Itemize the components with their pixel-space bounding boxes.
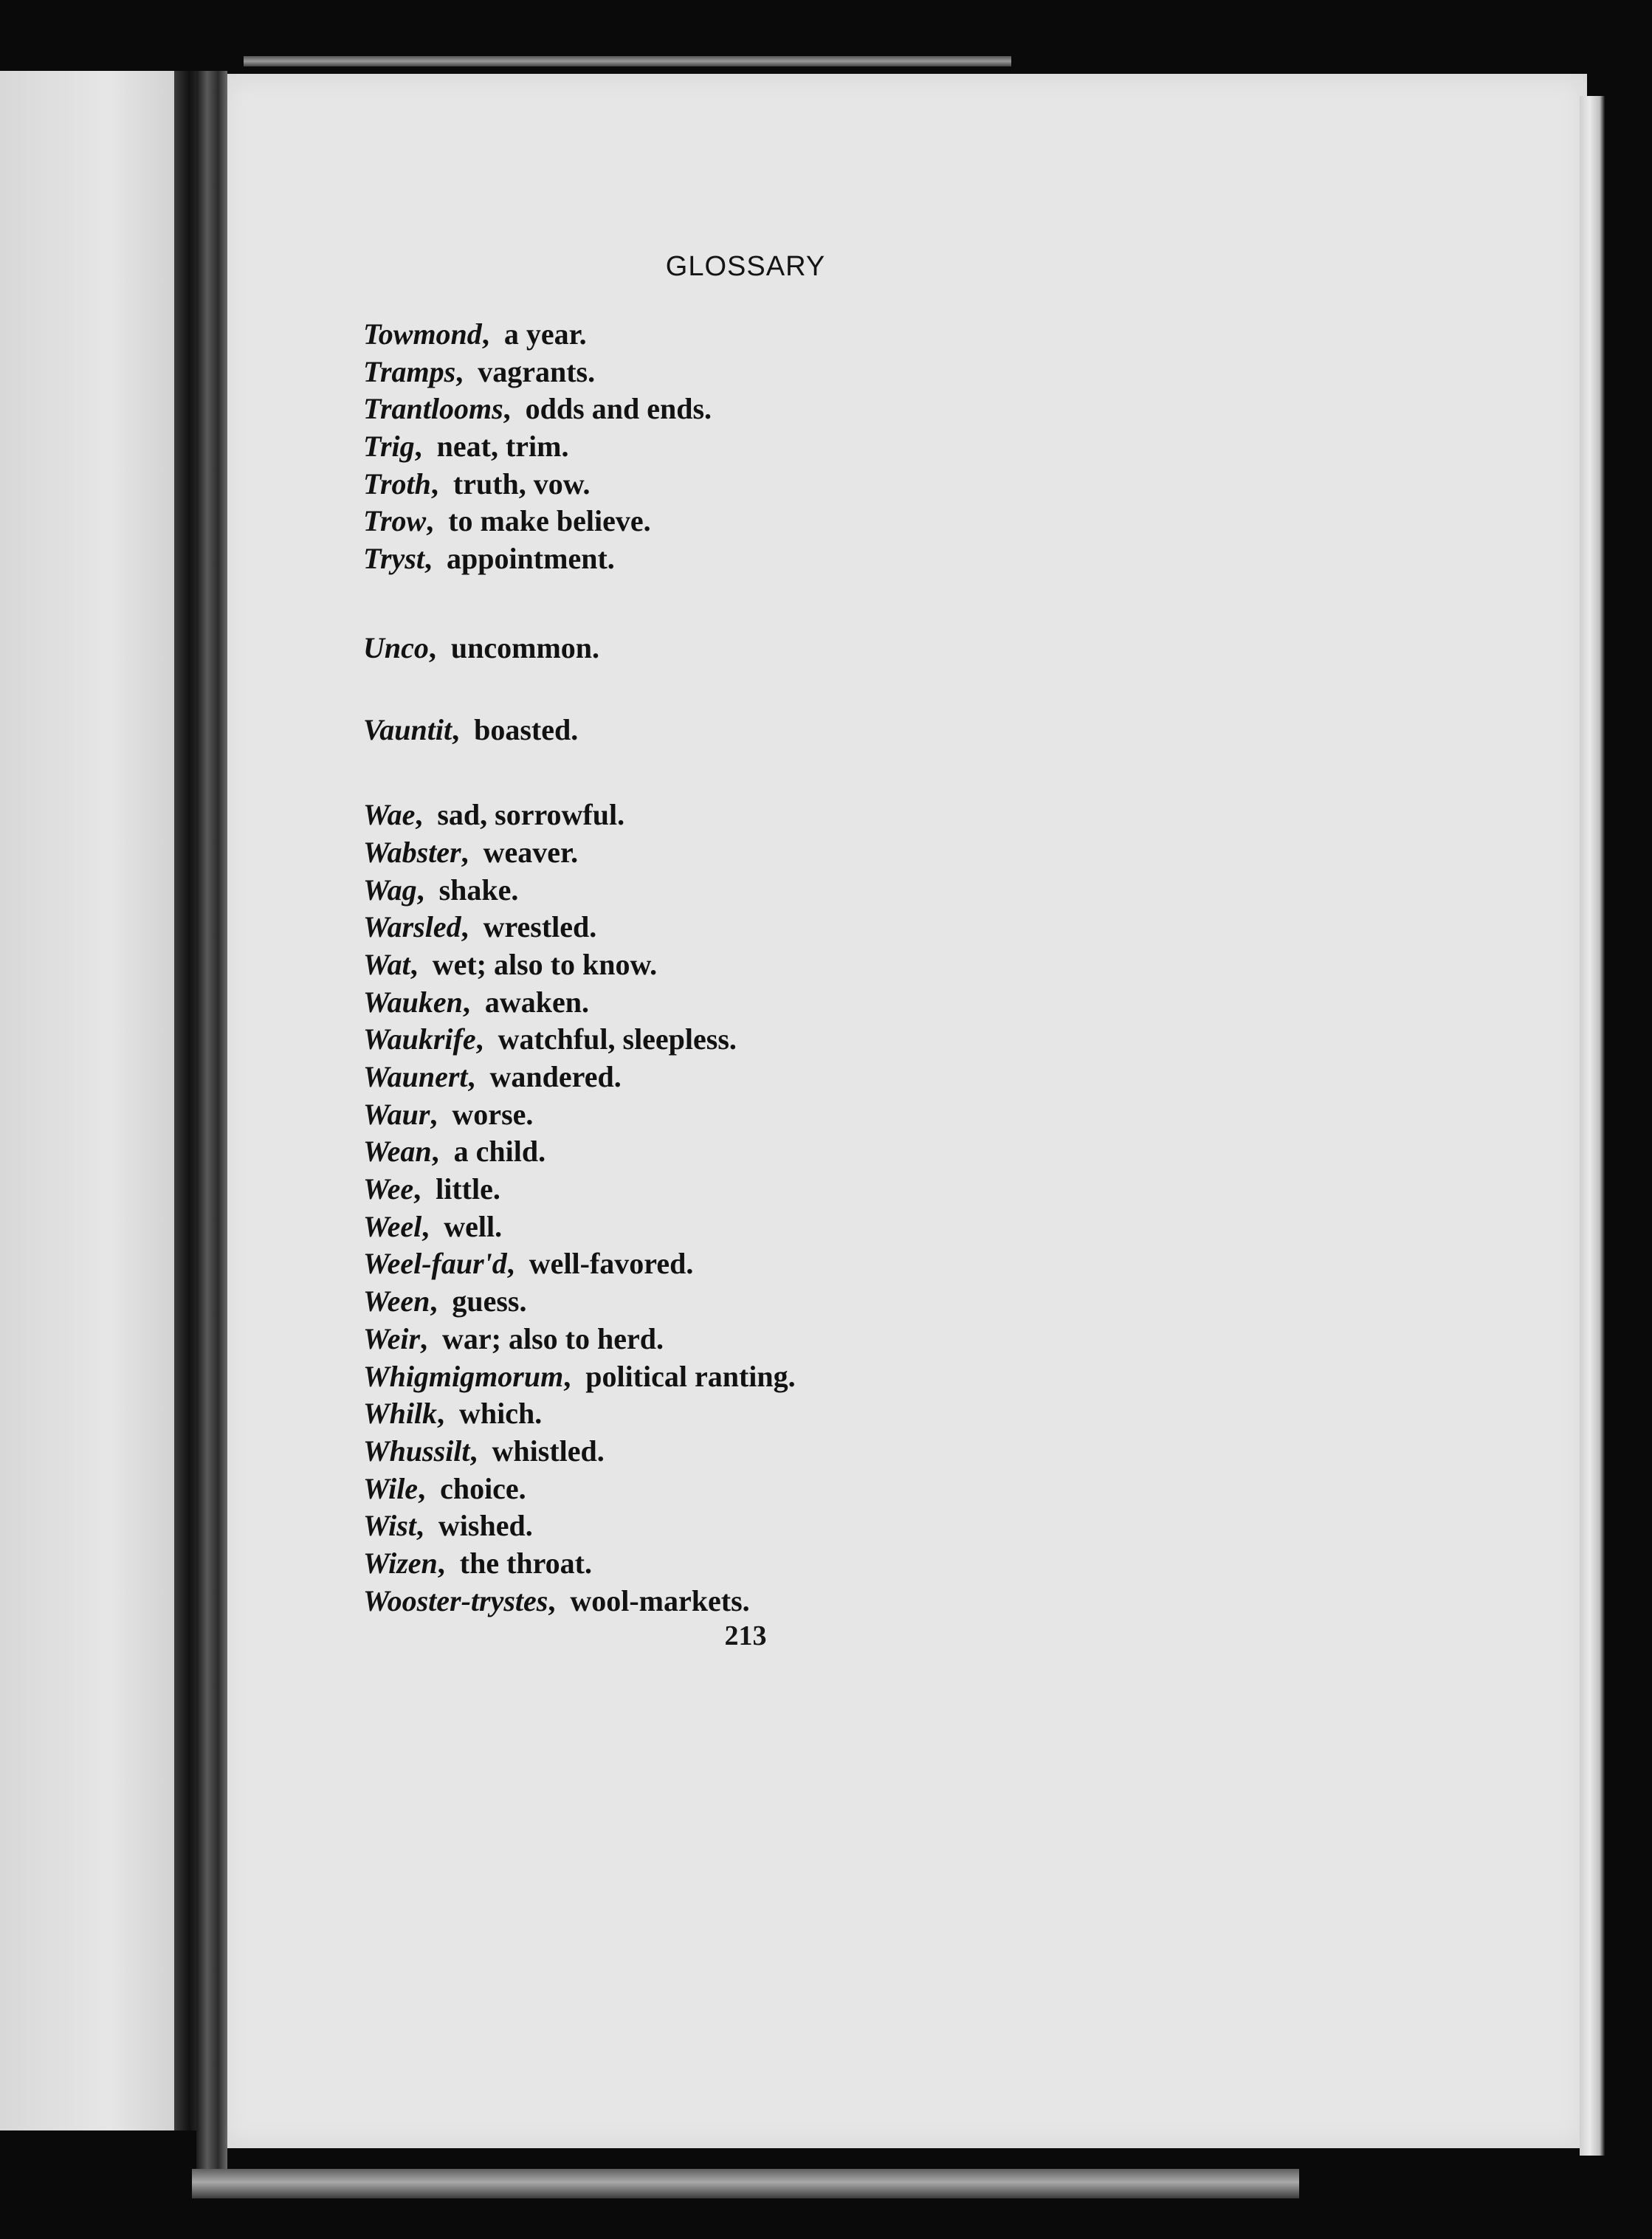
glossary-entry: Warsled, wrestled.: [363, 910, 597, 944]
glossary-entry: Wile, choice.: [363, 1471, 526, 1505]
glossary-term: Weel: [363, 1209, 422, 1243]
glossary-definition: guess.: [452, 1284, 527, 1318]
glossary-definition: boasted.: [474, 712, 579, 746]
glossary-entry: Troth, truth, vow.: [363, 467, 591, 501]
glossary-entry: Weir, war; also to herd.: [363, 1321, 664, 1355]
glossary-entry: Trow, to make believe.: [363, 504, 651, 538]
glossary-term: Wag: [363, 873, 417, 907]
section-gap: [363, 578, 1323, 630]
book-gutter: [196, 71, 227, 2197]
glossary-definition: a child.: [453, 1135, 546, 1169]
glossary-entry: Wizen, the throat.: [363, 1546, 593, 1580]
glossary-definition: awaken.: [484, 985, 589, 1019]
glossary-definition: to make believe.: [448, 504, 651, 538]
glossary-term: Weel-faur'd: [363, 1247, 507, 1281]
glossary-definition: vagrants.: [478, 354, 596, 388]
top-page-edge: [244, 56, 1011, 66]
glossary-entry: Ween, guess.: [363, 1284, 527, 1318]
glossary-entry: Wat, wet; also to know.: [363, 947, 658, 981]
glossary-term: Whussilt: [363, 1434, 470, 1468]
glossary-entry: Wabster, weaver.: [363, 835, 579, 869]
glossary-definition: political ranting.: [585, 1359, 796, 1393]
glossary-term: Troth: [363, 467, 431, 501]
glossary-entry: Trig, neat, trim.: [363, 430, 569, 464]
glossary-definition: choice.: [440, 1471, 526, 1505]
glossary-definition: the throat.: [459, 1546, 593, 1580]
glossary-entry: Trantlooms, odds and ends.: [363, 392, 712, 426]
glossary-definition: truth, vow.: [452, 467, 591, 501]
glossary-term: Unco: [363, 630, 429, 664]
page-number: 213: [724, 1620, 767, 1651]
glossary-term: Whilk: [363, 1397, 438, 1431]
glossary-term: Trig: [363, 430, 415, 464]
glossary-entry: Whussilt, whistled.: [363, 1434, 605, 1468]
glossary-definition: well-favored.: [529, 1247, 694, 1281]
glossary-definition: a year.: [503, 317, 587, 351]
glossary-definition: neat, trim.: [436, 430, 569, 464]
glossary-definition: weaver.: [483, 835, 579, 869]
glossary-entry: Tryst, appointment.: [363, 542, 615, 576]
glossary-definition: sad, sorrowful.: [437, 798, 625, 832]
glossary-definition: shake.: [438, 873, 519, 907]
glossary-term: Wean: [363, 1135, 432, 1169]
glossary-term: Wauken: [363, 985, 463, 1019]
glossary-entry: Waukrife, watchful, sleepless.: [363, 1022, 737, 1056]
glossary-definition: uncommon.: [450, 630, 600, 664]
section-gap: [363, 667, 1323, 712]
glossary-term: Wizen: [363, 1546, 438, 1580]
glossary-definition: worse.: [452, 1097, 534, 1131]
glossary-definition: well.: [444, 1209, 503, 1243]
glossary-entry: Waunert, wandered.: [363, 1060, 622, 1093]
glossary-entry: Wee, little.: [363, 1172, 500, 1206]
page-header: GLOSSARY: [665, 251, 826, 282]
glossary-entry: Whilk, which.: [363, 1397, 543, 1431]
glossary-definition: wet; also to know.: [432, 947, 658, 981]
glossary-entry: Wae, sad, sorrowful.: [363, 798, 625, 832]
glossary-definition: wool-markets.: [570, 1583, 750, 1617]
glossary-term: Trantlooms: [363, 392, 503, 426]
glossary-term: Wist: [363, 1509, 416, 1543]
glossary-term: Waunert: [363, 1060, 468, 1093]
glossary-definition: odds and ends.: [525, 392, 712, 426]
glossary-entry: Wean, a child.: [363, 1135, 546, 1169]
page-right-edge: [1580, 96, 1605, 2156]
bottom-page-edge: [192, 2169, 1299, 2198]
glossary-definition: which.: [459, 1397, 543, 1431]
glossary-entry: Towmond, a year.: [363, 317, 587, 351]
glossary-entry: Wag, shake.: [363, 873, 519, 907]
glossary-term: Wee: [363, 1172, 414, 1206]
glossary-term: Tryst: [363, 542, 424, 576]
glossary-term: Waukrife: [363, 1022, 476, 1056]
glossary-term: Wae: [363, 798, 416, 832]
glossary-term: Warsled: [363, 910, 461, 944]
glossary-entry: Whigmigmorum, political ranting.: [363, 1359, 796, 1393]
glossary-term: Weir: [363, 1321, 421, 1355]
glossary-definition: little.: [436, 1172, 500, 1206]
glossary-entry: Vauntit, boasted.: [363, 712, 579, 746]
glossary-definition: appointment.: [446, 542, 615, 576]
glossary-term: Trow: [363, 504, 427, 538]
glossary-entry: Wooster-trystes, wool-markets.: [363, 1583, 750, 1617]
glossary-definition: wandered.: [489, 1060, 622, 1093]
glossary-definition: war; also to herd.: [442, 1321, 664, 1355]
glossary-entry: Wist, wished.: [363, 1509, 533, 1543]
glossary-entry: Waur, worse.: [363, 1097, 534, 1131]
glossary-term: Wile: [363, 1471, 419, 1505]
glossary-term: Towmond: [363, 317, 482, 351]
glossary-term: Vauntit: [363, 712, 452, 746]
glossary-entry: Wauken, awaken.: [363, 985, 589, 1019]
facing-page: [0, 71, 183, 2130]
glossary-term: Wabster: [363, 835, 461, 869]
glossary-definition: wished.: [438, 1509, 533, 1543]
glossary-term: Tramps: [363, 354, 456, 388]
glossary-term: Wooster-trystes: [363, 1583, 548, 1617]
glossary-list: [363, 316, 1323, 1620]
glossary-term: Waur: [363, 1097, 430, 1131]
glossary-definition: watchful, sleepless.: [498, 1022, 737, 1056]
glossary-definition: whistled.: [492, 1434, 605, 1468]
glossary-definition: wrestled.: [483, 910, 597, 944]
glossary-entry: Tramps, vagrants.: [363, 354, 596, 388]
facing-page-edge: [174, 71, 199, 2130]
section-gap: [363, 749, 1323, 797]
glossary-term: Wat: [363, 947, 410, 981]
glossary-term: Whigmigmorum: [363, 1359, 564, 1393]
glossary-entry: Weel, well.: [363, 1209, 503, 1243]
glossary-term: Ween: [363, 1284, 430, 1318]
glossary-entry: Unco, uncommon.: [363, 630, 600, 664]
glossary-entry: Weel-faur'd, well-favored.: [363, 1247, 694, 1281]
